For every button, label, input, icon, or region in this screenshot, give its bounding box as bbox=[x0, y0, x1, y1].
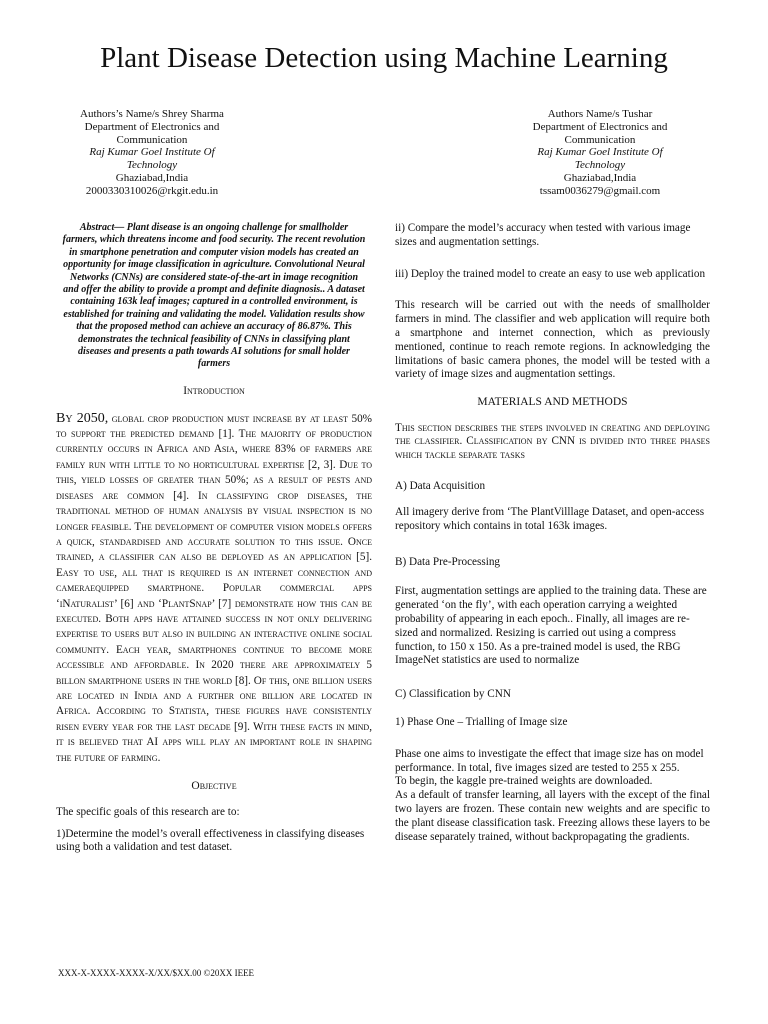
author-department-2: Communication bbox=[116, 133, 188, 146]
classification-heading: C) Classification by CNN bbox=[395, 688, 511, 701]
introduction-body bbox=[56, 411, 372, 766]
objective-heading: Objective bbox=[191, 780, 237, 793]
methods-heading: MATERIALS AND METHODS bbox=[477, 396, 628, 409]
abstract: Abstract— Plant disease is an ongoing challenge for smallholder farmers, which threatens income and food security. The recent revolution in smartphone penetration and computer vision models has created an opportunity for image classification in agriculture. Convolutional Neural Networks (CNNs) are considered state-of-the-art in image recognition and offer the ability to provide a prompt and definite diagnosis.. A dataset containing 163k leaf images; captured in a controlled environment, is established for training and validating the model. Validation results show that the proposed method can achieve an accuracy of 86.87%. This demonstrates the technical feasibility of CNNs in classifying plant diseases and presents a path towards AI solutions for small holder farmers bbox=[62, 222, 366, 370]
introduction-heading: Introduction bbox=[183, 384, 245, 397]
phase-one-body-1: Phase one aims to investigate the effect that image size has on model performance. In total, five images sized are tested to 255 x 255. bbox=[395, 747, 704, 774]
data-preprocessing-heading: B) Data Pre-Processing bbox=[395, 555, 501, 568]
author-department-2: Communication bbox=[564, 133, 636, 146]
methods-intro: This section describes the steps involved in creating and deploying the classifier. Classification by CNN is divided into three phases which tackle separate tasks bbox=[395, 421, 710, 461]
author-institute: Raj Kumar Goel Institute Of bbox=[89, 146, 215, 159]
left-column bbox=[56, 222, 372, 855]
author-department: Department of Electronics and bbox=[532, 120, 668, 133]
introduction-text: global crop production must increase by at least 50% to support the predicted demand [1]. The majority of production currently occurs in Africa and Asia, where 83% of farmers are family run with little to no horticultural expertise [2, 3]. Due to this, yield losses of greater than 50%; as a result of pests and diseases are common [4]. In classifying crop diseases, the traditional method of human analysis by visual inspection is no longer feasible. The development of computer vision models offers a quick, standardised and accurate solution to this issue. Once trained, a classifier can also be deployed as an application [5]. Easy to use, all that is required is an internet connection and cameraequipped smartphone. Popular commercial apps ‘iNaturalist’ [6] and ‘PlantSnap’ [7] demonstrate how this can be executed. Both apps have attained success in not only delivering expertise to users but also in building an interactive online social community. Each year, smartphones continue to become more accessible and affordable. In 2020 there are approximately 5 billon smartphone users in the world [8]. Of this, one billion users are located in India and a further one billion are located in Africa. According to Statista, these figures have consistently risen every year for the last decade [9]. With these facts in mind, it is believed that AI apps will play an important role in shaping the future of farming. bbox=[56, 412, 372, 764]
data-acquisition-heading: A) Data Acquisition bbox=[395, 480, 486, 493]
footer-copyright: XXX-X-XXXX-XXXX-X/XX/$XX.00 ©20XX IEEE bbox=[58, 968, 255, 978]
phase-one-heading: 1) Phase One – Trialling of Image size bbox=[395, 715, 568, 728]
objective-goal-1: 1)Determine the model’s overall effectiveness in classifying diseases using both a validation and test dataset. bbox=[56, 827, 365, 854]
objective-goal-2: ii) Compare the model’s accuracy when tested with various image sizes and augmentation settings. bbox=[395, 222, 691, 248]
phase-one-body-3: As a default of transfer learning, all layers with the except of the final two layers are frozen. These contain new weights and are specific to the plant disease classification task. Freezing allows these layers to be disease separately trained, without backpropagating the gradients. bbox=[395, 789, 710, 843]
author-block-2 bbox=[480, 108, 720, 198]
author-department: Department of Electronics and bbox=[84, 120, 220, 133]
right-column bbox=[395, 222, 710, 844]
objective-intro: The specific goals of this research are to: bbox=[56, 805, 240, 818]
phase-one-body-2: To begin, the kaggle pre-trained weights are downloaded. bbox=[395, 775, 653, 788]
objective-paragraph: This research will be carried out with the needs of smallholder farmers in mind. The classifier and web application will require both a smartphone and internet connection, which as previously mentioned, continue to reach remote regions. In acknowledging the limitations of basic camera phones, the model will be tested with a variety of image sizes and augmentation settings. bbox=[395, 299, 710, 381]
author-city: Ghaziabad,India bbox=[563, 171, 637, 184]
author-block-1 bbox=[32, 108, 272, 198]
author-name: Authors’s Name/s Shrey Sharma bbox=[80, 108, 224, 120]
author-email: tssam0036279@gmail.com bbox=[539, 184, 661, 197]
data-acquisition-body: All imagery derive from ‘The PlantVilllage Dataset, and open-access repository which contains in total 163k images. bbox=[395, 505, 705, 532]
author-institute-2: Technology bbox=[574, 159, 626, 172]
author-city: Ghaziabad,India bbox=[115, 171, 189, 184]
paper-title: Plant Disease Detection using Machine Learning bbox=[100, 42, 668, 74]
author-institute: Raj Kumar Goel Institute Of bbox=[537, 146, 663, 159]
objective-goal-3: iii) Deploy the trained model to create an easy to use web application bbox=[395, 267, 706, 280]
introduction-first-word: By 2050, bbox=[56, 410, 109, 426]
author-institute-2: Technology bbox=[126, 159, 178, 172]
author-email: 2000330310026@rkgit.edu.in bbox=[85, 184, 219, 197]
author-name: Authors Name/s Tushar bbox=[547, 108, 653, 120]
data-preprocessing-body: First, augmentation settings are applied to the training data. These are generated ‘on the fly’, with each operation carrying a weighted probability of appearing in each epoch.. Finally, all images are re-sized and normalized. Resizing is carried out using a compress function, to 150 x 150. As a pre-trained model is used, the RBG ImageNet statistics are used to normalize bbox=[395, 585, 707, 667]
